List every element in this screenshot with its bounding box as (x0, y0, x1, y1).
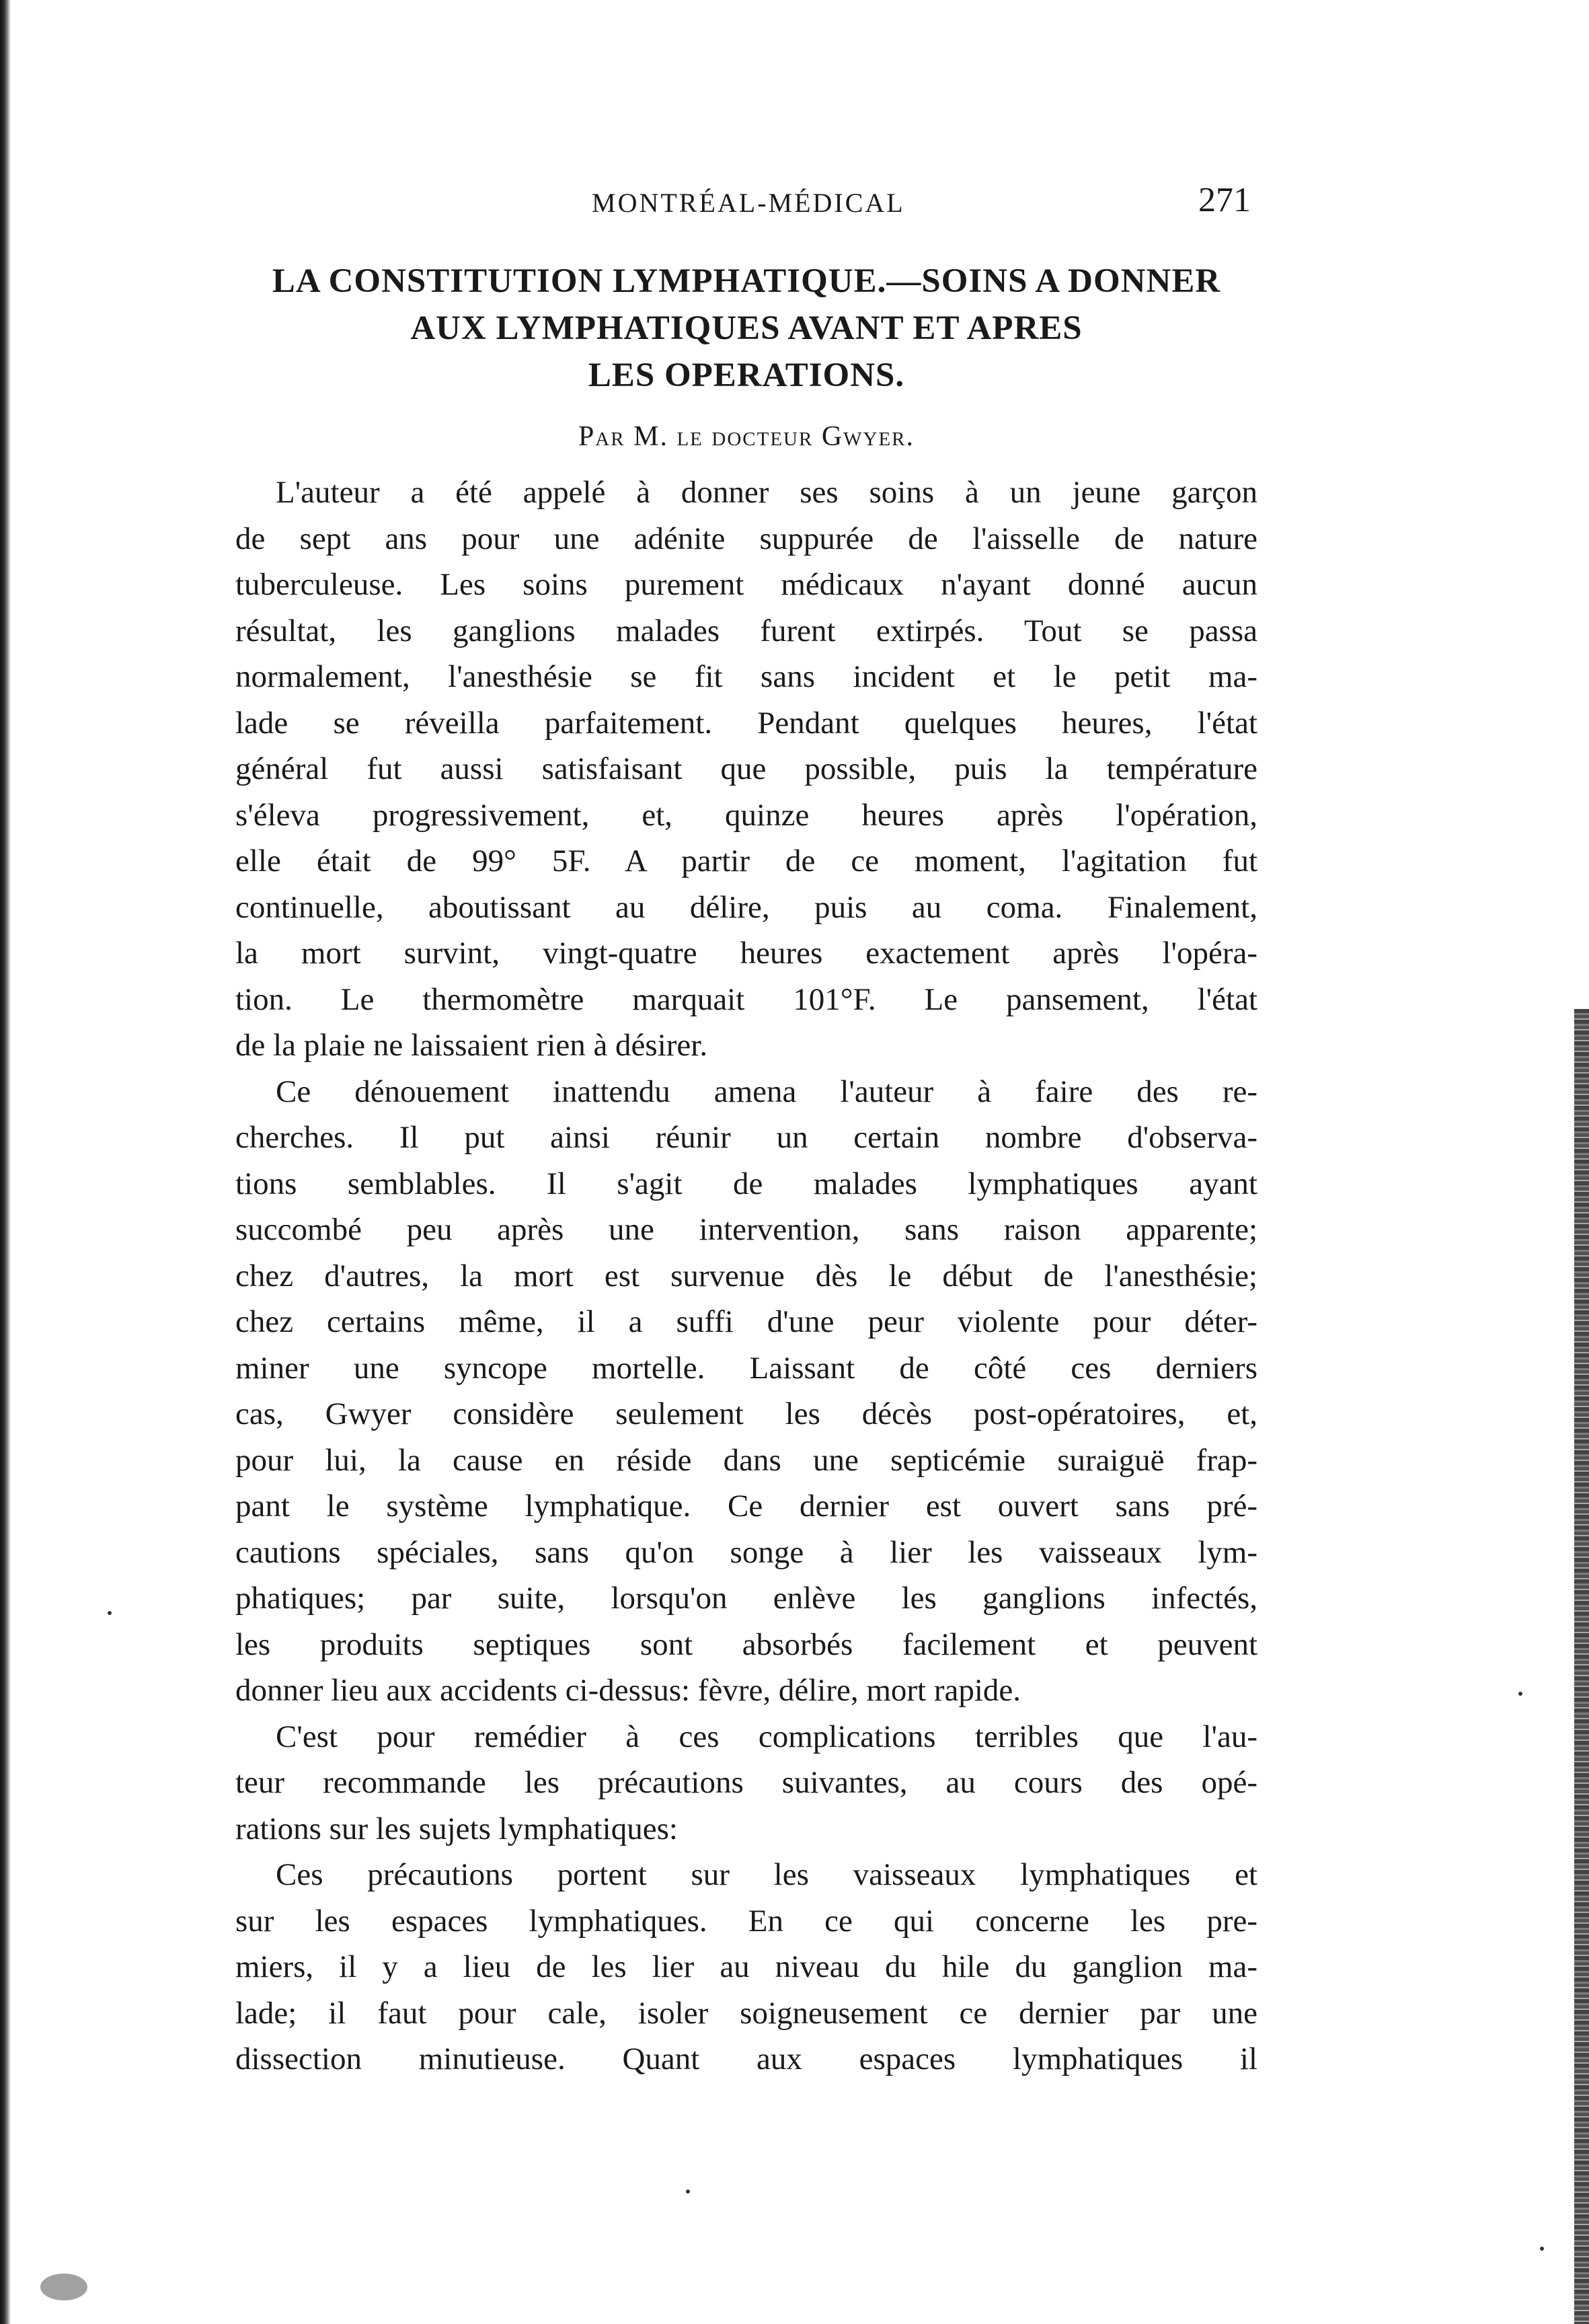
text-line: normalement, l'anesthésie se fit sans incident et le petit ma- (235, 659, 1257, 694)
scan-speck (40, 2274, 87, 2300)
article-title-line: AUX LYMPHATIQUES AVANT ET APRES (410, 309, 1083, 347)
text-line: miers, il y a lieu de les lier au niveau du hile du ganglion ma- (235, 1949, 1257, 1984)
text-line: tions semblables. Il s'agit de malades lymphatiques ayant (235, 1166, 1257, 1201)
text-line: C'est pour remédier à ces complications terribles que l'au- (276, 1719, 1257, 1754)
article-title (235, 258, 1257, 399)
scan-dot (1540, 2247, 1544, 2251)
text-line: dissection minutieuse. Quant aux espaces lymphatiques il (235, 2041, 1257, 2076)
paragraph (235, 1852, 1257, 2083)
text-line: lade; il faut pour cale, isoler soigneusement ce dernier par une (235, 1995, 1257, 2031)
text-line: Ce dénouement inattendu amena l'auteur à faire des re- (276, 1074, 1257, 1109)
running-head (235, 180, 1257, 227)
text-line: de la plaie ne laissaient rien à désirer. (235, 1028, 708, 1063)
text-line: les produits septiques sont absorbés facilement et peuvent (235, 1626, 1257, 1662)
text-line: donner lieu aux accidents ci-dessus: fèvre, délire, mort rapide. (235, 1673, 1021, 1708)
text-line: cherches. Il put ainsi réunir un certain nombre d'observa- (235, 1120, 1257, 1155)
text-line: rations sur les sujets lymphatiques: (235, 1811, 678, 1846)
text-line: cautions spéciales, sans qu'on songe à lier les vaisseaux lym- (235, 1534, 1257, 1570)
scan-edge-left (0, 0, 11, 2324)
text-line: L'auteur a été appelé à donner ses soins à un jeune garçon (276, 475, 1257, 510)
text-line: résultat, les ganglions malades furent extirpés. Tout se passa (235, 613, 1257, 648)
text-line: cas, Gwyer considère seulement les décès post-opératoires, et, (235, 1396, 1257, 1431)
text-line: pour lui, la cause en réside dans une septicémie suraiguë frap- (235, 1442, 1257, 1478)
scan-dot (108, 1611, 112, 1615)
text-line: elle était de 99° 5F. A partir de ce moment, l'agitation fut (235, 844, 1257, 878)
text-line: continuelle, aboutissant au délire, puis au coma. Finalement, (235, 889, 1257, 925)
text-line: teur recommande les précautions suivantes, au cours des opé- (235, 1765, 1257, 1800)
text-line: chez d'autres, la mort est survenue dès le début de l'anesthésie; (235, 1258, 1257, 1294)
text-line: la mort survint, vingt-quatre heures exactement après l'opéra- (235, 936, 1257, 971)
text-line: de sept ans pour une adénite suppurée de l'aisselle de nature (235, 521, 1257, 556)
text-line: sur les espaces lymphatiques. En ce qui concerne les pre- (235, 1903, 1257, 1939)
page-number: 271 (1198, 181, 1251, 219)
scan-edge-right (1574, 1009, 1589, 2324)
byline: Par M. le docteur Gwyer. (578, 421, 915, 452)
text-line: miner une syncope mortelle. Laissant de côté ces derniers (235, 1350, 1257, 1386)
text-line: phatiques; par suite, lorsqu'on enlève les ganglions infectés, (235, 1581, 1257, 1616)
scan-dot (686, 2189, 690, 2194)
scan-dot (1518, 1692, 1522, 1696)
article-title-line: LES OPERATIONS. (588, 357, 905, 394)
text-line: s'éleva progressivement, et, quinze heures après l'opération, (235, 797, 1257, 833)
text-line: tion. Le thermomètre marquait 101°F. Le pansement, l'état (235, 981, 1257, 1017)
article-title-line: LA CONSTITUTION LYMPHATIQUE.—SOINS A DONNER (272, 262, 1221, 300)
text-line: général fut aussi satisfaisant que possible, puis la température (235, 751, 1257, 786)
paragraph (235, 1069, 1257, 1714)
text-line: tuberculeuse. Les soins purement médicaux n'ayant donné aucun (235, 567, 1257, 602)
text-line: succombé peu après une intervention, sans raison apparente; (235, 1212, 1257, 1247)
paragraph (235, 1714, 1257, 1852)
paragraph (235, 470, 1257, 1069)
text-line: chez certains même, il a suffi d'une peur violente pour déter- (235, 1304, 1257, 1339)
text-line: lade se réveilla parfaitement. Pendant quelques heures, l'état (235, 705, 1257, 741)
text-line: pant le système lymphatique. Ce dernier est ouvert sans pré- (235, 1489, 1257, 1524)
article-body (235, 470, 1257, 2083)
text-line: Ces précautions portent sur les vaisseaux lymphatiques et (276, 1857, 1257, 1892)
running-title: MONTRÉAL-MÉDICAL (592, 188, 905, 218)
